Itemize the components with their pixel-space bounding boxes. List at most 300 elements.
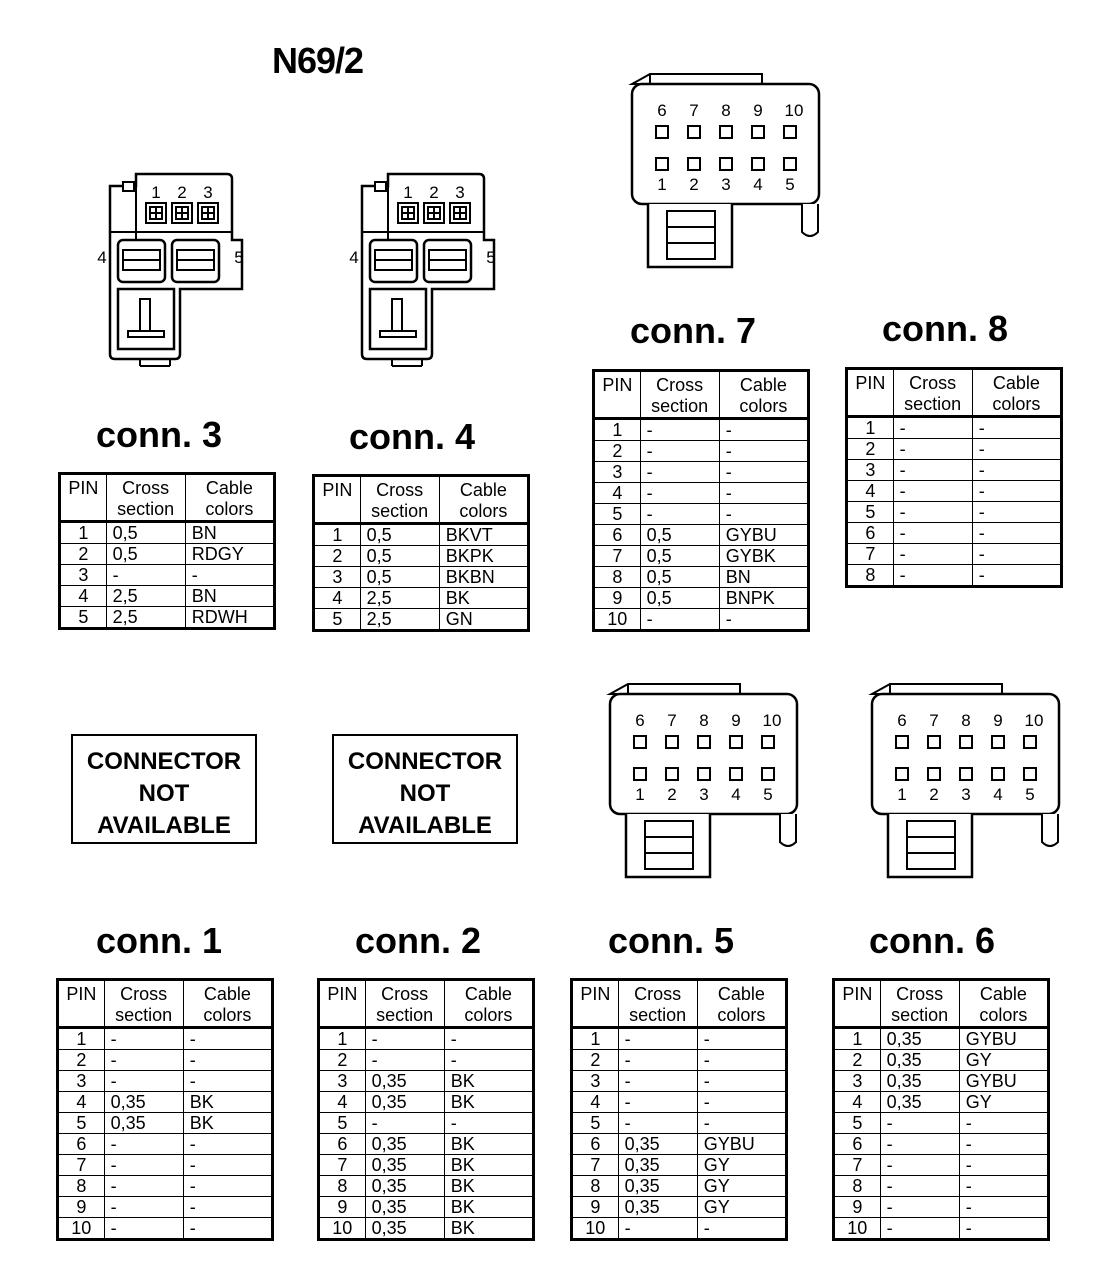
cable-color-cell: GYBU (719, 525, 808, 546)
header-line: section (904, 394, 962, 414)
connector-4-drawing (349, 174, 495, 366)
header-cable-colors (439, 476, 528, 524)
pin-label: 4 (349, 248, 359, 267)
cable-color-cell: BK (183, 1092, 272, 1113)
cross-section-cell: - (104, 1197, 183, 1218)
cross-section-cell: 0,35 (618, 1197, 697, 1218)
cross-section-cell: 0,35 (365, 1092, 444, 1113)
table-header-row (572, 980, 787, 1028)
pin-label: 1 (151, 183, 161, 202)
table-row (58, 1197, 273, 1218)
table-row (847, 417, 1062, 439)
cable-color-cell: BK (444, 1092, 533, 1113)
pin-number-cell: 6 (834, 1134, 881, 1155)
header-cross-section (104, 980, 183, 1028)
pin-number-cell: 7 (834, 1155, 881, 1176)
cross-section-cell: - (893, 417, 972, 439)
header-line: section (115, 1005, 173, 1025)
cross-section-cell: - (880, 1134, 959, 1155)
pin-number-cell: 6 (319, 1134, 366, 1155)
table-row (834, 1028, 1049, 1050)
header-line: colors (979, 1005, 1028, 1025)
cross-section-cell: - (618, 1050, 697, 1071)
pin-label: 7 (929, 711, 939, 730)
cross-section-cell: 0,5 (640, 567, 719, 588)
cross-section-cell: 2,5 (360, 609, 439, 631)
table-row (572, 1176, 787, 1197)
table-row (58, 1218, 273, 1240)
table-row (572, 1071, 787, 1092)
cross-section-cell: - (893, 523, 972, 544)
cable-color-cell: GY (959, 1092, 1048, 1113)
conn-7-pin-table (592, 369, 810, 632)
pin-label: 2 (177, 183, 187, 202)
pin-number-cell: 6 (594, 525, 641, 546)
pin-number-cell: 7 (572, 1155, 619, 1176)
header-pin: PIN (319, 980, 366, 1028)
cross-section-cell: - (893, 460, 972, 481)
table-header-row (314, 476, 529, 524)
cable-color-cell: - (444, 1113, 533, 1134)
cross-section-cell: 0,35 (618, 1155, 697, 1176)
pin-number-cell: 1 (834, 1028, 881, 1050)
pin-number-cell: 5 (60, 607, 107, 629)
cross-section-cell: 0,5 (360, 567, 439, 588)
cross-section-cell: - (106, 565, 185, 586)
pin-label: 5 (486, 248, 496, 267)
cross-section-cell: - (880, 1155, 959, 1176)
cable-color-cell: - (185, 565, 274, 586)
cable-color-cell: BK (444, 1197, 533, 1218)
pin-number-cell: 8 (58, 1176, 105, 1197)
cable-color-cell: - (697, 1092, 786, 1113)
table-row (319, 1050, 534, 1071)
cross-section-cell: 0,35 (104, 1113, 183, 1134)
cable-color-cell: BKVT (439, 524, 528, 546)
table-row (58, 1113, 273, 1134)
header-cable-colors (972, 369, 1061, 417)
pin-number-cell: 7 (58, 1155, 105, 1176)
cable-color-cell: - (959, 1155, 1048, 1176)
table-row (834, 1134, 1049, 1155)
header-line: Cross (381, 984, 429, 1004)
pin-label: 5 (234, 248, 244, 267)
cross-section-cell: - (640, 441, 719, 462)
cross-section-cell: 0,5 (360, 546, 439, 567)
cable-color-cell: - (719, 609, 808, 631)
table-row (319, 1176, 534, 1197)
cross-section-cell: - (365, 1113, 444, 1134)
header-line: Cross (634, 984, 682, 1004)
table-row (314, 546, 529, 567)
cross-section-cell: - (104, 1155, 183, 1176)
table-row (594, 419, 809, 441)
cross-section-cell: 0,35 (880, 1028, 959, 1050)
pin-number-cell: 9 (834, 1197, 881, 1218)
cross-section-cell: - (618, 1113, 697, 1134)
table-row (847, 481, 1062, 502)
pin-number-cell: 9 (572, 1197, 619, 1218)
cable-color-cell: - (972, 565, 1061, 587)
cable-color-cell: - (444, 1028, 533, 1050)
header-cross-section (360, 476, 439, 524)
table-row (834, 1113, 1049, 1134)
header-line: section (651, 396, 709, 416)
not-available-line: CONNECTOR (86, 748, 242, 775)
table-row (834, 1092, 1049, 1113)
cable-color-cell: - (972, 502, 1061, 523)
pin-label: 6 (635, 711, 645, 730)
cable-color-cell: - (444, 1050, 533, 1071)
table-row (572, 1197, 787, 1218)
pin-number-cell: 5 (319, 1113, 366, 1134)
header-pin: PIN (847, 369, 894, 417)
pin-number-cell: 9 (58, 1197, 105, 1218)
pin-number-cell: 2 (319, 1050, 366, 1071)
conn-2-pin-table (317, 978, 535, 1241)
table-row (314, 524, 529, 546)
pin-number-cell: 2 (847, 439, 894, 460)
header-line: section (629, 1005, 687, 1025)
table-row (319, 1155, 534, 1176)
conn-7-title: conn. 7 (630, 310, 757, 351)
table-row (58, 1050, 273, 1071)
cable-color-cell: GYBU (697, 1134, 786, 1155)
table-row (319, 1197, 534, 1218)
cable-color-cell: - (719, 504, 808, 525)
pin-number-cell: 1 (60, 522, 107, 544)
table-row (572, 1113, 787, 1134)
cross-section-cell: - (880, 1113, 959, 1134)
pin-number-cell: 9 (319, 1197, 366, 1218)
not-available-line: CONNECTOR (347, 748, 503, 775)
cross-section-cell: - (640, 462, 719, 483)
cross-section-cell: 2,5 (106, 607, 185, 629)
pin-number-cell: 3 (594, 462, 641, 483)
header-line: colors (717, 1005, 766, 1025)
table-row (314, 588, 529, 609)
pin-label: 10 (1024, 711, 1044, 730)
header-line: Cable (205, 478, 253, 498)
header-line: Cable (459, 480, 507, 500)
cable-color-cell: GN (439, 609, 528, 631)
header-cross-section (880, 980, 959, 1028)
cable-color-cell: BK (444, 1071, 533, 1092)
header-pin: PIN (572, 980, 619, 1028)
cross-section-cell: - (618, 1218, 697, 1240)
pin-number-cell: 2 (60, 544, 107, 565)
pin-number-cell: 3 (60, 565, 107, 586)
header-cross-section (893, 369, 972, 417)
pin-number-cell: 6 (58, 1134, 105, 1155)
cable-color-cell: GY (697, 1176, 786, 1197)
table-row (58, 1155, 273, 1176)
cable-color-cell: BK (444, 1134, 533, 1155)
cable-color-cell: BK (183, 1113, 272, 1134)
table-row (319, 1071, 534, 1092)
pin-label: 3 (961, 785, 971, 804)
table-header-row (834, 980, 1049, 1028)
table-row (58, 1028, 273, 1050)
pin-label: 4 (731, 785, 741, 804)
pin-number-cell: 1 (58, 1028, 105, 1050)
header-pin: PIN (834, 980, 881, 1028)
header-line: colors (459, 501, 508, 521)
pin-number-cell: 3 (314, 567, 361, 588)
pin-number-cell: 6 (847, 523, 894, 544)
cross-section-cell: 0,5 (106, 522, 185, 544)
not-available-line: AVAILABLE (97, 812, 231, 839)
table-header-row (847, 369, 1062, 417)
cable-color-cell: - (959, 1197, 1048, 1218)
conn-3-pin-table (58, 472, 276, 630)
pin-number-cell: 1 (319, 1028, 366, 1050)
table-row (572, 1155, 787, 1176)
table-row (594, 609, 809, 631)
pin-label: 3 (699, 785, 709, 804)
cable-color-cell: - (697, 1071, 786, 1092)
cross-section-cell: - (880, 1218, 959, 1240)
pin-number-cell: 8 (847, 565, 894, 587)
table-header-row (594, 371, 809, 419)
header-line: Cable (979, 984, 1027, 1004)
cross-section-cell: - (104, 1134, 183, 1155)
cable-color-cell: - (972, 439, 1061, 460)
table-row (319, 1092, 534, 1113)
header-line: Cable (739, 375, 787, 395)
conn-1-not-available-box (71, 734, 257, 844)
table-row (572, 1028, 787, 1050)
table-row (594, 588, 809, 609)
cross-section-cell: - (893, 565, 972, 587)
header-cable-colors (183, 980, 272, 1028)
cross-section-cell: 0,35 (618, 1134, 697, 1155)
cross-section-cell: - (618, 1092, 697, 1113)
table-row (58, 1071, 273, 1092)
cable-color-cell: - (959, 1134, 1048, 1155)
pin-number-cell: 8 (594, 567, 641, 588)
header-line: section (376, 1005, 434, 1025)
table-row (594, 504, 809, 525)
pin-label: 6 (897, 711, 907, 730)
pin-number-cell: 7 (847, 544, 894, 565)
pin-label: 2 (667, 785, 677, 804)
table-row (60, 544, 275, 565)
table-row (60, 522, 275, 544)
cable-color-cell: - (183, 1155, 272, 1176)
cross-section-cell: - (893, 481, 972, 502)
not-available-line: AVAILABLE (358, 812, 492, 839)
header-line: colors (205, 499, 254, 519)
cable-color-cell: - (719, 441, 808, 462)
cross-section-cell: 0,5 (640, 525, 719, 546)
table-row (60, 586, 275, 607)
cross-section-cell: 2,5 (360, 588, 439, 609)
pin-label: 1 (403, 183, 413, 202)
header-line: section (371, 501, 429, 521)
pin-number-cell: 5 (572, 1113, 619, 1134)
cable-color-cell: BN (185, 522, 274, 544)
pin-label: 8 (721, 101, 731, 120)
conn-8-pin-table (845, 367, 1063, 588)
pin-number-cell: 6 (572, 1134, 619, 1155)
cross-section-cell: - (893, 439, 972, 460)
pin-number-cell: 4 (60, 586, 107, 607)
cross-section-cell: 0,35 (365, 1134, 444, 1155)
header-cable-colors (185, 474, 274, 522)
cable-color-cell: BN (185, 586, 274, 607)
pin-number-cell: 4 (834, 1092, 881, 1113)
pin-label: 8 (961, 711, 971, 730)
header-line: Cross (376, 480, 424, 500)
pin-number-cell: 1 (314, 524, 361, 546)
pin-number-cell: 5 (834, 1113, 881, 1134)
header-cable-colors (959, 980, 1048, 1028)
pin-label: 10 (784, 101, 804, 120)
pin-number-cell: 3 (572, 1071, 619, 1092)
cross-section-cell: 2,5 (106, 586, 185, 607)
pin-label: 5 (785, 175, 795, 194)
header-line: colors (203, 1005, 252, 1025)
cross-section-cell: 0,35 (365, 1218, 444, 1240)
cross-section-cell: - (365, 1028, 444, 1050)
pin-label: 9 (993, 711, 1003, 730)
header-line: Cross (909, 373, 957, 393)
table-header-row (319, 980, 534, 1028)
pin-number-cell: 9 (594, 588, 641, 609)
connector-6-drawing (872, 684, 1059, 877)
pin-number-cell: 8 (572, 1176, 619, 1197)
cross-section-cell: 0,35 (104, 1092, 183, 1113)
header-cross-section (106, 474, 185, 522)
cross-section-cell: 0,5 (640, 588, 719, 609)
cable-color-cell: - (972, 417, 1061, 439)
header-cable-colors (719, 371, 808, 419)
pin-number-cell: 10 (58, 1218, 105, 1240)
pin-label: 3 (721, 175, 731, 194)
cross-section-cell: 0,35 (618, 1176, 697, 1197)
table-row (572, 1134, 787, 1155)
pin-label: 5 (763, 785, 773, 804)
pin-label: 2 (689, 175, 699, 194)
table-row (594, 546, 809, 567)
header-cable-colors (444, 980, 533, 1028)
connector-3-drawing (97, 174, 243, 366)
table-row (847, 523, 1062, 544)
cross-section-cell: 0,35 (880, 1071, 959, 1092)
pin-label: 6 (657, 101, 667, 120)
table-row (834, 1176, 1049, 1197)
table-row (847, 460, 1062, 481)
conn-3-title: conn. 3 (96, 414, 223, 455)
pin-number-cell: 1 (594, 419, 641, 441)
pin-number-cell: 4 (319, 1092, 366, 1113)
pin-label: 3 (455, 183, 465, 202)
cable-color-cell: - (183, 1028, 272, 1050)
conn-2-not-available-box (332, 734, 518, 844)
pin-number-cell: 8 (834, 1176, 881, 1197)
table-row (594, 525, 809, 546)
table-row (594, 441, 809, 462)
table-row (314, 567, 529, 588)
header-line: colors (739, 396, 788, 416)
cross-section-cell: 0,35 (365, 1197, 444, 1218)
cable-color-cell: - (972, 544, 1061, 565)
pin-number-cell: 2 (594, 441, 641, 462)
header-line: colors (992, 394, 1041, 414)
pin-number-cell: 5 (58, 1113, 105, 1134)
header-line: Cable (992, 373, 1040, 393)
cross-section-cell: - (640, 419, 719, 441)
table-header-row (60, 474, 275, 522)
pin-number-cell: 1 (847, 417, 894, 439)
pin-number-cell: 10 (594, 609, 641, 631)
pin-number-cell: 2 (314, 546, 361, 567)
cross-section-cell: 0,35 (365, 1176, 444, 1197)
table-row (834, 1218, 1049, 1240)
table-row (60, 607, 275, 629)
pin-label: 1 (657, 175, 667, 194)
table-row (834, 1071, 1049, 1092)
header-line: Cross (122, 478, 170, 498)
pin-number-cell: 7 (594, 546, 641, 567)
header-line: colors (464, 1005, 513, 1025)
cross-section-cell: - (880, 1176, 959, 1197)
cross-section-cell: 0,5 (360, 524, 439, 546)
not-available-line: NOT (399, 780, 451, 807)
cable-color-cell: - (719, 462, 808, 483)
table-row (594, 462, 809, 483)
table-row (572, 1218, 787, 1240)
cable-color-cell: GYBU (959, 1028, 1048, 1050)
pin-number-cell: 4 (314, 588, 361, 609)
cable-color-cell: - (183, 1050, 272, 1071)
pin-number-cell: 3 (58, 1071, 105, 1092)
cross-section-cell: - (893, 544, 972, 565)
cross-section-cell: - (893, 502, 972, 523)
cable-color-cell: BN (719, 567, 808, 588)
cross-section-cell: - (104, 1218, 183, 1240)
pin-number-cell: 5 (847, 502, 894, 523)
table-row (847, 502, 1062, 523)
header-line: Cross (896, 984, 944, 1004)
table-row (319, 1028, 534, 1050)
pin-number-cell: 2 (572, 1050, 619, 1071)
cable-color-cell: RDWH (185, 607, 274, 629)
cable-color-cell: - (183, 1197, 272, 1218)
connector-5-drawing (610, 684, 797, 877)
not-available-line: NOT (138, 780, 190, 807)
pin-number-cell: 10 (319, 1218, 366, 1240)
header-cross-section (640, 371, 719, 419)
cross-section-cell: - (640, 609, 719, 631)
pin-number-cell: 3 (834, 1071, 881, 1092)
header-line: section (891, 1005, 949, 1025)
conn-2-title: conn. 2 (355, 920, 482, 961)
table-row (594, 483, 809, 504)
table-row (847, 565, 1062, 587)
cross-section-cell: - (640, 504, 719, 525)
cable-color-cell: - (183, 1071, 272, 1092)
pin-number-cell: 7 (319, 1155, 366, 1176)
pin-label: 8 (699, 711, 709, 730)
conn-8-title: conn. 8 (882, 308, 1009, 349)
pin-label: 3 (203, 183, 213, 202)
cross-section-cell: 0,5 (106, 544, 185, 565)
table-row (834, 1197, 1049, 1218)
conn-6-title: conn. 6 (869, 920, 996, 961)
pin-number-cell: 10 (572, 1218, 619, 1240)
